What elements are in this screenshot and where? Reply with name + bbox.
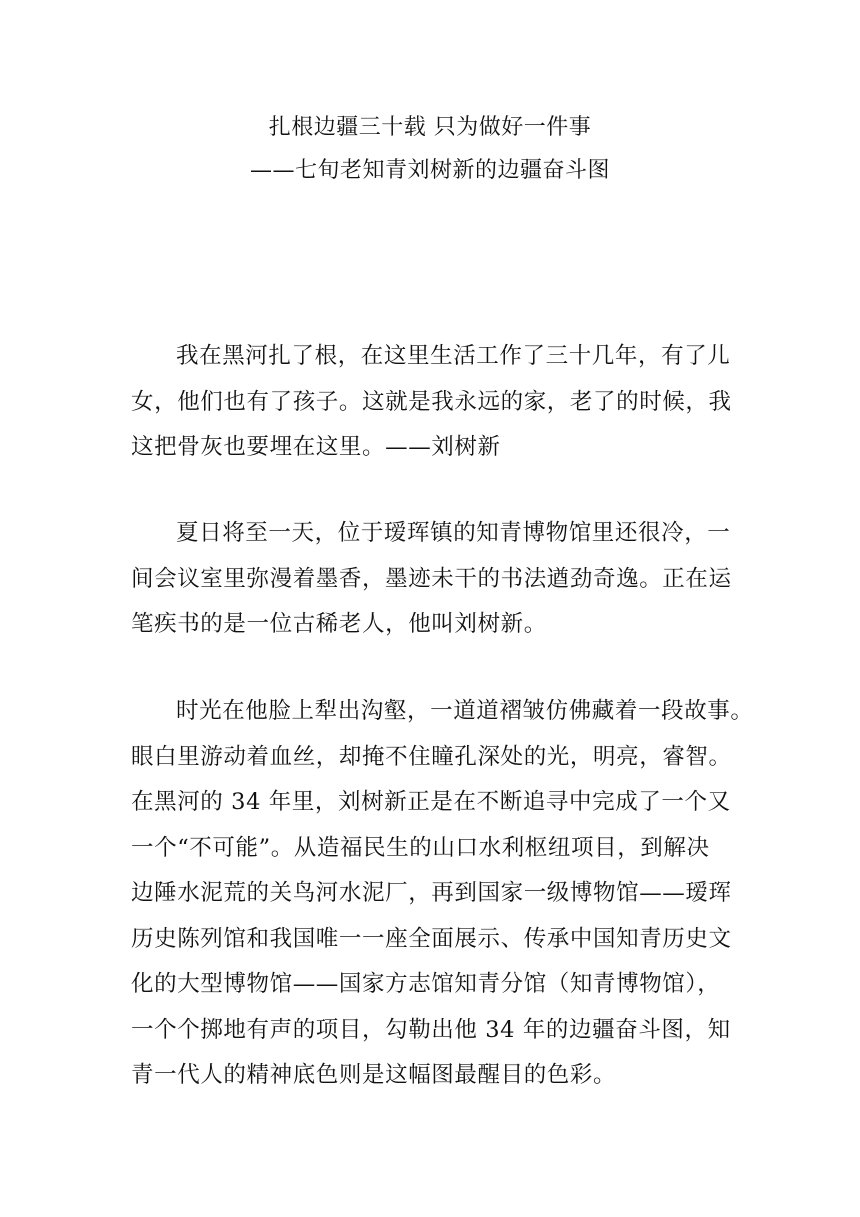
paragraph-line: 一个“不可能”。从造福民生的山口水利枢纽项目，到解决: [131, 834, 710, 861]
paragraph-intro: [131, 511, 741, 648]
article-subtitle: ——七旬老知青刘树新的边疆奋斗图: [249, 158, 610, 183]
paragraph-line: 青一代人的精神底色则是这幅图最醒目的色彩。: [131, 1062, 617, 1088]
paragraph-line: 边陲水泥荒的关鸟河水泥厂，再到国家一级博物馆——瑷珲: [131, 880, 732, 906]
paragraph-line: 女，他们也有了孩子。这就是我永远的家，老了的时候，我: [131, 388, 732, 415]
paragraph-line: 这把骨灰也要埋在这里。——刘树新: [131, 434, 501, 460]
paragraph-line: 夏日将至一天，位于瑷珲镇的知青博物馆里还很冷，一: [176, 520, 731, 546]
article-title: 扎根边疆三十载 只为做好一件事: [268, 115, 592, 140]
paragraph-quote: [131, 334, 741, 471]
paragraph-line: 我在黑河扎了根，在这里生活工作了三十几年，有了儿: [176, 343, 731, 369]
paragraph-line: 时光在他脸上犁出沟壑，一道道褶皱仿佛藏着一段故事。: [176, 698, 754, 724]
paragraph-line: 在黑河的 34 年里，刘树新正是在不断追寻中完成了一个又: [131, 789, 731, 815]
paragraph-line: 一个个掷地有声的项目，勾勒出他 34 年的边疆奋斗图，知: [131, 1016, 731, 1043]
paragraph-body: [131, 689, 754, 1099]
paragraph-line: 眼白里游动着血丝，却掩不住瞳孔深处的光，明亮，睿智。: [131, 743, 732, 770]
paragraph-line: 化的大型博物馆——国家方志馆知青分馆（知青博物馆），: [131, 971, 721, 997]
paragraph-line: 笔疾书的是一位古稀老人，他叫刘树新。: [131, 611, 547, 637]
paragraph-line: 历史陈列馆和我国唯一一座全面展示、传承中国知青历史文: [131, 925, 732, 952]
paragraph-line: 间会议室里弥漫着墨香，墨迹未干的书法遒劲奇逸。正在运: [131, 565, 732, 592]
